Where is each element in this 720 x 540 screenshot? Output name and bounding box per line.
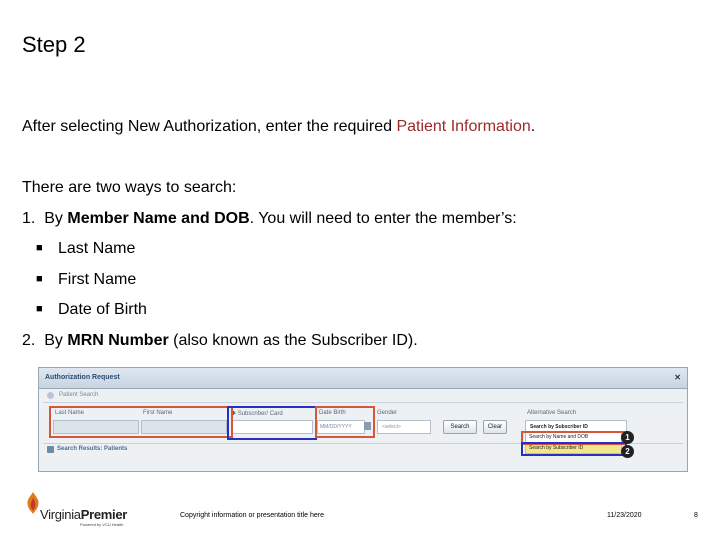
gender-select[interactable]: <select> xyxy=(377,420,431,434)
method-2-suffix: (also known as the Subscriber ID). xyxy=(168,332,418,349)
marker-1: 1 xyxy=(621,431,634,444)
option-name-dob[interactable]: Search by Name and DOB xyxy=(525,432,622,443)
authorization-request-screenshot xyxy=(38,367,688,472)
intro-suffix: . xyxy=(530,118,536,135)
bullet-item: ■ Date of Birth xyxy=(36,301,147,318)
collapse-icon[interactable] xyxy=(47,392,54,399)
subscriber-card-label-text: Subscriber/ Card xyxy=(237,411,283,417)
option-2-highlight xyxy=(521,442,627,456)
patient-search-section[interactable] xyxy=(43,390,683,403)
bullet-last-name: Last Name xyxy=(58,240,136,257)
logo-text-premier: Premier xyxy=(80,507,128,522)
search-lead: There are two ways to search: xyxy=(22,179,237,196)
bullet-item: ■ Last Name xyxy=(36,240,136,257)
method-1 xyxy=(22,210,517,228)
close-icon[interactable]: ✕ xyxy=(674,373,681,382)
page-title: Step 2 xyxy=(22,32,86,57)
logo-tagline: Powered by VCU Health xyxy=(80,522,124,527)
copyright-text: Copyright information or presentation title here xyxy=(180,512,324,519)
method-1-bold: Member Name and DOB xyxy=(67,210,250,227)
clear-button[interactable]: Clear xyxy=(483,420,507,434)
bullet-date-of-birth: Date of Birth xyxy=(58,301,147,318)
bullet-first-name: First Name xyxy=(58,271,137,288)
patient-information-label: Patient Information xyxy=(396,118,531,135)
subscriber-field-highlight xyxy=(227,406,317,440)
intro-text xyxy=(22,118,535,136)
logo-wordmark xyxy=(40,507,127,522)
dob-field[interactable]: MM/DD/YYYY xyxy=(317,420,365,434)
footer-date: 11/23/2020 xyxy=(607,512,642,519)
marker-2: 2 xyxy=(621,445,634,458)
window-header xyxy=(39,368,687,389)
bullet-item: ■ First Name xyxy=(36,271,137,288)
search-results-label: Search Results: Patients xyxy=(57,446,128,452)
search-button[interactable]: Search xyxy=(443,420,477,434)
gender-label: Gender xyxy=(377,410,398,416)
date-birth-label: Date Birth xyxy=(319,410,346,416)
method-2-bold: MRN Number xyxy=(67,332,169,349)
patient-icon xyxy=(47,446,54,453)
logo-text-virginia: Virginia xyxy=(40,507,81,522)
method-1-suffix: . You will need to enter the member’s: xyxy=(249,210,517,227)
first-name-label: First Name xyxy=(143,410,173,416)
alternative-search-select[interactable]: Search by Subscriber ID xyxy=(525,420,627,434)
method-2 xyxy=(22,332,418,350)
section-title: Patient Search xyxy=(59,392,99,398)
alternative-search-label: Alternative Search xyxy=(527,410,577,416)
name-fields-highlight xyxy=(49,406,233,438)
option-subscriber-id[interactable]: Search by Subscriber ID xyxy=(525,443,622,454)
method-2-number: 2. xyxy=(22,332,36,349)
virginia-premier-logo xyxy=(22,490,132,532)
method-1-number: 1. xyxy=(22,210,36,227)
intro-prefix: After selecting New Authorization, enter the required xyxy=(22,118,397,135)
method-1-prefix: By xyxy=(44,210,68,227)
last-name-label: Last Name xyxy=(55,410,85,416)
dob-field-highlight xyxy=(315,406,375,438)
subscriber-card-label: ✱ Subscriber/ Card xyxy=(231,411,283,417)
window-title: Authorization Request xyxy=(45,374,120,381)
method-2-prefix: By xyxy=(44,332,68,349)
page-number: 8 xyxy=(694,512,698,519)
